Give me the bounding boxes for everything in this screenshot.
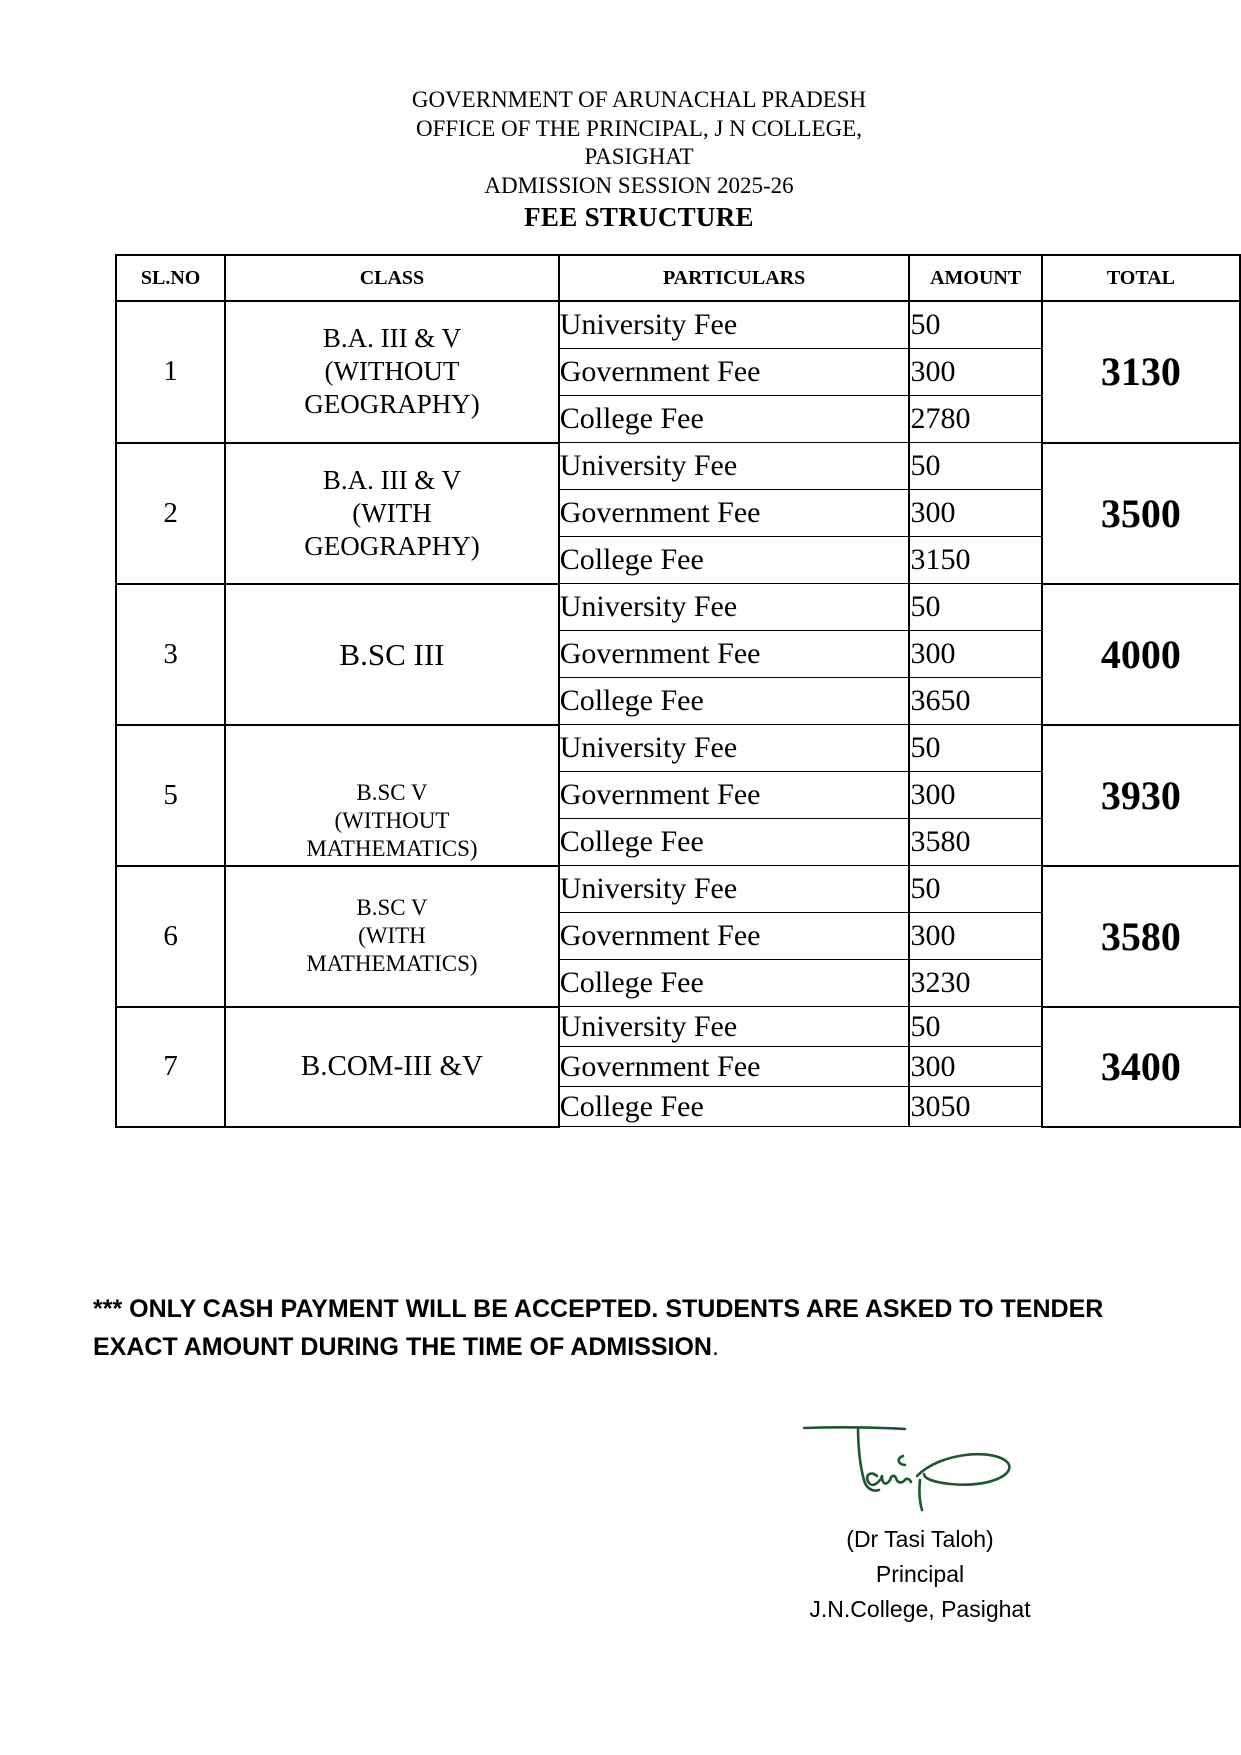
class-name-line: (WITHOUT bbox=[324, 356, 460, 387]
amount: 50 bbox=[909, 1007, 1041, 1047]
class-name-line: (WITH bbox=[358, 923, 426, 948]
particular: University Fee bbox=[559, 584, 910, 631]
class-name bbox=[225, 584, 558, 725]
class-name-line: B.SC V bbox=[356, 895, 428, 920]
class-name-line: (WITH bbox=[352, 497, 432, 528]
document-title: FEE STRUCTURE bbox=[524, 202, 754, 232]
class-name bbox=[225, 301, 558, 443]
table-row bbox=[116, 301, 1240, 349]
particular: University Fee bbox=[559, 866, 910, 913]
header-office: OFFICE OF THE PRINCIPAL, J N COLLEGE, bbox=[416, 115, 862, 141]
signatory-name: (Dr Tasi Taloh) bbox=[846, 1526, 994, 1552]
amount: 50 bbox=[909, 725, 1041, 772]
amount: 50 bbox=[909, 301, 1041, 349]
header-session: ADMISSION SESSION 2025-26 bbox=[484, 172, 794, 198]
payment-note-line bbox=[93, 1328, 1193, 1366]
class-name-line: B.SC V bbox=[356, 779, 428, 805]
amount: 3230 bbox=[909, 960, 1041, 1007]
class-name bbox=[225, 866, 558, 1007]
column-header-total: TOTAL bbox=[1042, 255, 1240, 301]
amount: 300 bbox=[909, 913, 1041, 960]
total-amount: 3580 bbox=[1042, 866, 1240, 1007]
total-amount: 4000 bbox=[1042, 584, 1240, 725]
document-header bbox=[0, 86, 1241, 233]
table-row bbox=[116, 725, 1240, 772]
particular: Government Fee bbox=[559, 631, 910, 678]
payment-note-text: EXACT AMOUNT DURING THE TIME OF ADMISSION bbox=[93, 1333, 712, 1361]
total-amount: 3930 bbox=[1042, 725, 1240, 866]
amount: 3050 bbox=[909, 1087, 1041, 1127]
principal-signature bbox=[800, 1418, 1030, 1518]
particular: University Fee bbox=[559, 443, 910, 490]
class-name bbox=[225, 443, 558, 584]
particular: Government Fee bbox=[559, 913, 910, 960]
particular: University Fee bbox=[559, 1007, 910, 1047]
payment-note-line: *** ONLY CASH PAYMENT WILL BE ACCEPTED. STUDENTS ARE ASKED TO TENDER bbox=[93, 1295, 1104, 1323]
particular: Government Fee bbox=[559, 349, 910, 396]
amount: 50 bbox=[909, 584, 1041, 631]
column-header-particulars: PARTICULARS bbox=[559, 255, 910, 301]
class-name-line: B.COM-III &V bbox=[300, 1050, 483, 1082]
class-name bbox=[225, 1007, 558, 1127]
class-name bbox=[225, 725, 558, 866]
particular: University Fee bbox=[559, 725, 910, 772]
header-location: PASIGHAT bbox=[584, 144, 694, 169]
signatory-institution: J.N.College, Pasighat bbox=[809, 1596, 1031, 1622]
serial-number: 1 bbox=[116, 301, 225, 443]
table-row bbox=[116, 1007, 1240, 1047]
particular: University Fee bbox=[559, 301, 910, 349]
particular: Government Fee bbox=[559, 1047, 910, 1087]
class-name-line: (WITHOUT bbox=[334, 807, 450, 833]
amount: 3150 bbox=[909, 537, 1041, 584]
serial-number: 2 bbox=[116, 443, 225, 584]
class-name-line: B.SC III bbox=[339, 636, 445, 672]
column-header-class: CLASS bbox=[225, 255, 558, 301]
serial-number: 7 bbox=[116, 1007, 225, 1127]
amount: 300 bbox=[909, 631, 1041, 678]
amount: 300 bbox=[909, 1047, 1041, 1087]
table-row bbox=[116, 866, 1240, 913]
amount: 3580 bbox=[909, 819, 1041, 866]
column-header-slno: SL.NO bbox=[116, 255, 225, 301]
serial-number: 5 bbox=[116, 725, 225, 866]
particular: College Fee bbox=[559, 1087, 910, 1127]
payment-note-period: . bbox=[711, 1333, 719, 1361]
particular: Government Fee bbox=[559, 490, 910, 537]
particular: College Fee bbox=[559, 678, 910, 725]
total-amount: 3400 bbox=[1042, 1007, 1240, 1127]
amount: 300 bbox=[909, 772, 1041, 819]
particular: College Fee bbox=[559, 960, 910, 1007]
particular: College Fee bbox=[559, 819, 910, 866]
serial-number: 6 bbox=[116, 866, 225, 1007]
particular: Government Fee bbox=[559, 772, 910, 819]
amount: 300 bbox=[909, 490, 1041, 537]
table-header-row bbox=[116, 255, 1240, 301]
table-row bbox=[116, 443, 1240, 490]
amount: 50 bbox=[909, 443, 1041, 490]
class-name-line: B.A. III & V bbox=[322, 323, 462, 354]
payment-note bbox=[93, 1290, 1193, 1366]
class-name-line: MATHEMATICS) bbox=[306, 951, 478, 976]
header-government: GOVERNMENT OF ARUNACHAL PRADESH bbox=[411, 87, 867, 112]
particular: College Fee bbox=[559, 396, 910, 443]
fee-structure-table bbox=[115, 254, 1241, 1128]
amount: 300 bbox=[909, 349, 1041, 396]
particular: College Fee bbox=[559, 537, 910, 584]
serial-number: 3 bbox=[116, 584, 225, 725]
table-row bbox=[116, 584, 1240, 631]
column-header-amount: AMOUNT bbox=[909, 255, 1041, 301]
class-name-line: GEOGRAPHY) bbox=[304, 530, 480, 561]
signatory-designation: Principal bbox=[875, 1561, 965, 1587]
total-amount: 3130 bbox=[1042, 301, 1240, 443]
class-name-line: B.A. III & V bbox=[322, 464, 462, 495]
total-amount: 3500 bbox=[1042, 443, 1240, 584]
amount: 50 bbox=[909, 866, 1041, 913]
class-name-line: MATHEMATICS) bbox=[306, 835, 478, 861]
class-name-line: GEOGRAPHY) bbox=[304, 389, 480, 420]
amount: 3650 bbox=[909, 678, 1041, 725]
amount: 2780 bbox=[909, 396, 1041, 443]
signatory-block bbox=[770, 1522, 1070, 1627]
